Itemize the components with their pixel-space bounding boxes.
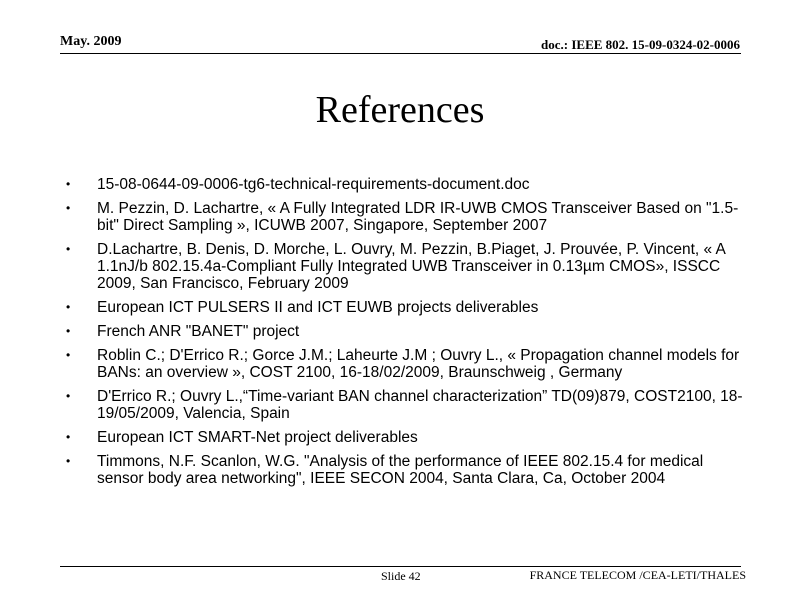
reference-item: [66, 347, 746, 381]
bullet-icon: •: [66, 348, 71, 362]
reference-text: Timmons, N.F. Scanlon, W.G. "Analysis of the performance of IEEE 802.15.4 for medical sensor body area networking", IEEE SECON 2004, Santa Clara, Ca, October 2004: [97, 453, 704, 487]
reference-text: D'Errico R.; Ouvry L.,“Time-variant BAN channel characterization” TD(09)879, COST2100, 18-19/05/2009, Valencia, Spain: [97, 388, 743, 422]
reference-item: [66, 323, 746, 340]
bullet-icon: •: [66, 430, 71, 444]
reference-text: 15-08-0644-09-0006-tg6-technical-requirements-document.doc: [97, 176, 530, 193]
bullet-icon: •: [66, 324, 71, 338]
reference-list: [66, 176, 746, 494]
footer-divider: [60, 566, 741, 567]
bullet-icon: •: [66, 201, 71, 215]
header-doc-id: doc.: IEEE 802. 15-09-0324-02-0006: [541, 37, 740, 52]
bullet-icon: •: [66, 177, 71, 191]
reference-text: French ANR "BANET" project: [97, 323, 300, 340]
bullet-icon: •: [66, 389, 71, 403]
header-divider: [60, 53, 741, 54]
reference-text: European ICT PULSERS II and ICT EUWB projects deliverables: [97, 299, 539, 316]
reference-item: [66, 299, 746, 316]
header-date: May. 2009: [60, 34, 122, 49]
bullet-icon: •: [66, 454, 71, 468]
reference-item: [66, 388, 746, 422]
reference-text: European ICT SMART-Net project deliverables: [97, 429, 418, 446]
reference-text: D.Lachartre, B. Denis, D. Morche, L. Ouvry, M. Pezzin, B.Piaget, J. Prouvée, P. Vincent, « A 1.1nJ/b 802.15.4a-Compliant Fully Integrated UWB Transceiver in 0.13µm CMOS», ISSCC 2009, San Francisco, February 2009: [97, 241, 726, 292]
reference-item: [66, 176, 746, 193]
footer-organization: FRANCE TELECOM /CEA-LETI/THALES: [529, 568, 746, 582]
reference-item: [66, 241, 746, 292]
reference-text: Roblin C.; D'Errico R.; Gorce J.M.; Laheurte J.M ; Ouvry L., « Propagation channel models for BANs: an overview », COST 2100, 16-18/02/2009, Braunschweig , Germany: [97, 347, 740, 381]
reference-item: [66, 200, 746, 234]
reference-item: [66, 453, 746, 487]
bullet-icon: •: [66, 300, 71, 314]
slide-title: References: [315, 89, 485, 131]
bullet-icon: •: [66, 242, 71, 256]
reference-item: [66, 429, 746, 446]
slide-number: Slide 42: [381, 569, 421, 583]
reference-text: M. Pezzin, D. Lachartre, « A Fully Integrated LDR IR-UWB CMOS Transceiver Based on "1.5-bit" Direct Sampling », ICUWB 2007, Singapore, September 2007: [97, 200, 739, 234]
